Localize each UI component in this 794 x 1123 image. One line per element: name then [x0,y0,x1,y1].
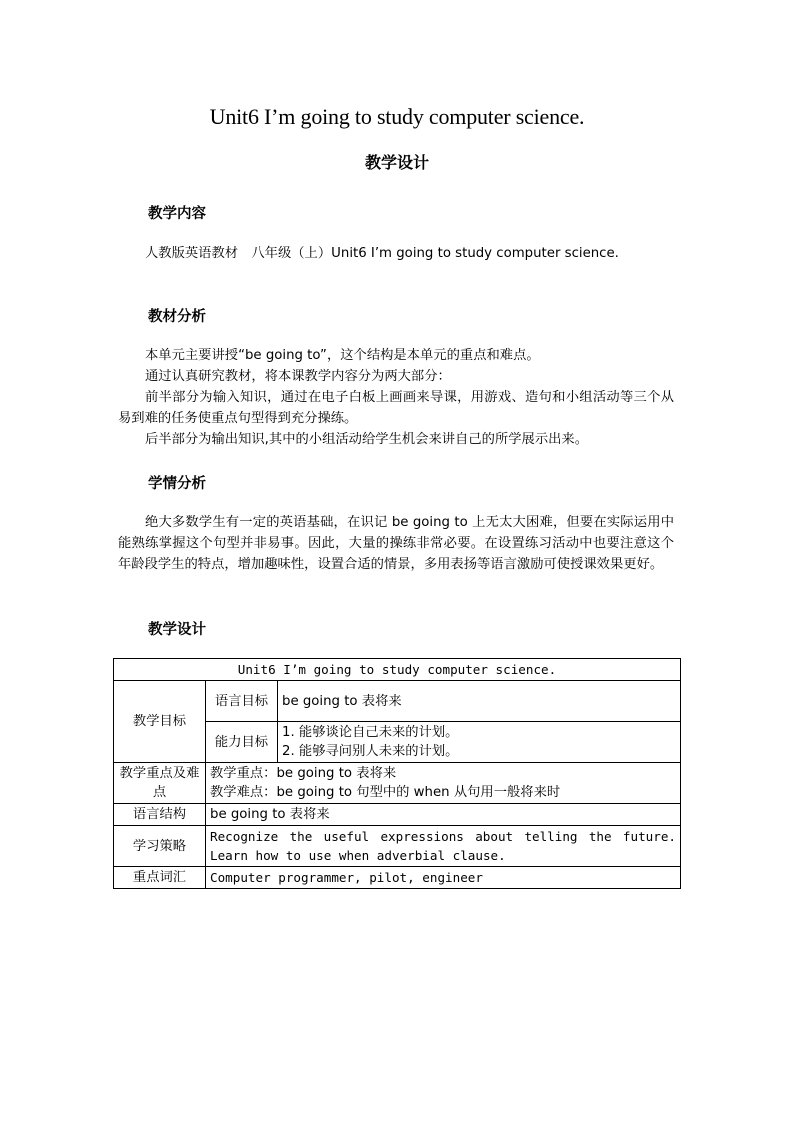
material-paragraph: 前半部分为输入知识，通过在电子白板上画画来导课，用游戏、造句和小组活动等三个从易到难的任务使重点句型得到充分操练。 [118,390,674,426]
material-paragraph: 后半部分为输出知识,其中的小组活动给学生机会来讲自己的所学展示出来。 [145,432,589,447]
language-goal-label: 语言目标 [206,681,278,722]
key-point: 教学重点：be going to 表将来 [210,766,397,781]
goals-label: 教学目标 [114,681,206,763]
teaching-design-table [113,658,681,889]
structure-value: be going to 表将来 [206,804,681,826]
section-heading-design: 教学设计 [148,622,206,638]
students-text: 绝大多数学生有一定的英语基础，在识记 be going to 上无太大困难，但要在实际运用中能熟练掌握这个句型并非易事。因此，大量的操练非常必要。在设置练习活动中也要注意这个年龄段学生的特点，增加趣味性，设置合适的情景，多用表扬等语言激励可使授课效果更好。 [118,515,674,572]
ability-goal-value [278,722,681,763]
table-caption: Unit6 I’m going to study computer science. [114,659,681,681]
strategy-line: Learn how to use when adverbial clause. [210,848,506,863]
ability-goal-item: 1. 能够谈论自己未来的计划。 [282,725,459,740]
material-paragraphs [118,345,674,450]
section-heading-content: 教学内容 [148,206,206,222]
structure-label: 语言结构 [114,804,206,826]
difficult-point: 教学难点：be going to 句型中的 when 从句用一般将来时 [210,785,561,800]
material-paragraph: 本单元主要讲授“be going to”，这个结构是本单元的重点和难点。 [145,348,540,363]
vocab-value: Computer programmer, pilot, engineer [206,867,681,889]
page-title: Unit6 I’m going to study computer science. [209,104,585,129]
table-row [114,804,681,826]
language-goal-value: be going to 表将来 [278,681,681,722]
table-row [114,867,681,889]
material-paragraph: 通过认真研究教材，将本课教学内容分为两大部分： [145,369,451,384]
students-paragraph [118,512,674,575]
key-points-value [206,763,681,804]
content-paragraph [118,243,674,264]
content-text: 人教版英语教材 八年级（上）Unit6 I’m going to study computer science. [145,246,619,261]
table-row [114,763,681,804]
document-subtitle: 教学设计 [364,153,429,172]
table-row [114,659,681,681]
vocab-label: 重点词汇 [114,867,206,889]
table-row [114,826,681,867]
ability-goal-label: 能力目标 [206,722,278,763]
strategy-value [206,826,681,867]
section-heading-material: 教材分析 [148,309,206,325]
table-row [114,681,681,722]
strategy-line: Recognize the useful expressions about telling the future. [210,829,676,844]
ability-goal-item: 2. 能够寻问别人未来的计划。 [282,744,459,759]
strategy-label: 学习策略 [114,826,206,867]
key-points-label: 教学重点及难点 [114,763,206,804]
section-heading-students: 学情分析 [148,476,206,492]
